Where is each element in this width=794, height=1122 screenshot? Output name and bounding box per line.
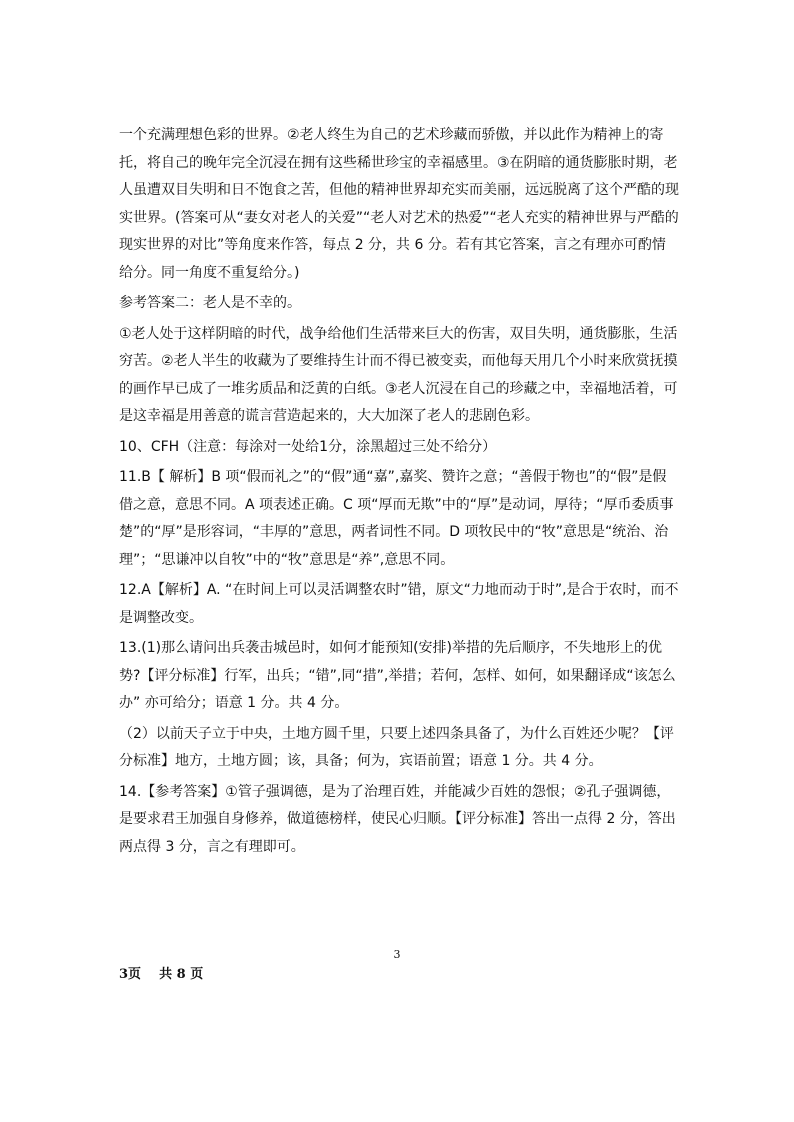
answer-q10: 10、CFH（注意：每涂对一处给1分，涂黑超过三处不给分）	[119, 438, 497, 455]
page-number: 3	[393, 948, 401, 961]
answer-q14: 14.【参考答案】①管子强调德，是为了治理百姓，并能减少百姓的怨恨；②孔子强调德，是要求君王加强自身修养，做道德榜样，使民心归顺。【评分标准】答出一点得 2 分，答出两点得 3 分，言之有理即可。	[119, 783, 676, 855]
answer-q13-2: （2）以前天子立于中央，土地方圆千里，只要上述四条具备了，为什么百姓还少呢？【评分标准】地方，土地方圆；该，具备；何为，宾语前置；语意 1 分。共 4 分。	[119, 725, 674, 769]
answer-paragraph-1: 一个充满理想色彩的世界。②老人终生为自己的艺术珍藏而骄傲，并以此作为精神上的寄托，将自己的晚年完全沉浸在拥有这些稀世珍宝的幸福感里。③在阴暗的通货膨胀时期，老人虽遭双目失明和日不饱食之苦，但他的精神世界却充实而美丽，远远脱离了这个严酷的现实世界。(答案可从“妻女对老人的关爱”“老人对艺术的热爱”“老人充实的精神世界与严酷的现实世界的对比”等角度来作答，每点 2 分，共 6 分。若有其它答案，言之有理亦可酌情给分。同一角度不重复给分。)	[119, 127, 679, 281]
answer-q11: 11.B【 解析】B 项“假而礼之”的“假”通“嘉”,嘉奖、赞许之意；“善假于物也”的“假”是假借之意，意思不同。A 项表述正确。C 项“厚而无欺”中的“厚”是动词，厚待；“厚币委质事楚”的“厚”是形容词，“丰厚的”意思，两者词性不同。D 项牧民中的“牧”意思是“统治、治理”；“思谦冲以自牧”中的“牧”意思是“养”,意思不同。	[119, 469, 674, 568]
answer-paragraph-2: 参考答案二：老人是不幸的。	[119, 295, 301, 311]
answer-q13-1: 13.(1)那么请问出兵袭击城邑时，如何才能预知(安排)举措的先后顺序，不失地形上的优势?【评分标准】行军，出兵；“错”,同“措”,举措；若何，怎样、如何，如果翻译成“该怎么办” 亦可给分；语意 1 分。共 4 分。	[119, 640, 676, 711]
answer-paragraph-3: ①老人处于这样阴暗的时代，战争给他们生活带来巨大的伤害，双目失明，通货膨胀，生活穷苦。②老人半生的收藏为了要维持生计而不得已被变卖，而他每天用几个小时来欣赏抚摸的画作早已成了一堆劣质品和泛黄的白纸。③老人沉浸在自己的珍藏之中，幸福地活着，可是这幸福是用善意的谎言营造起来的，大大加深了老人的悲剧色彩。	[119, 325, 678, 424]
page-footer: 3页 共 8 页	[119, 967, 204, 982]
answer-text-body	[119, 122, 679, 864]
answer-q12: 12.A【解析】A. “在时间上可以灵活调整农时”错，原文“力地而动于时”,是合于农时，而不是调整改变。	[119, 582, 679, 626]
